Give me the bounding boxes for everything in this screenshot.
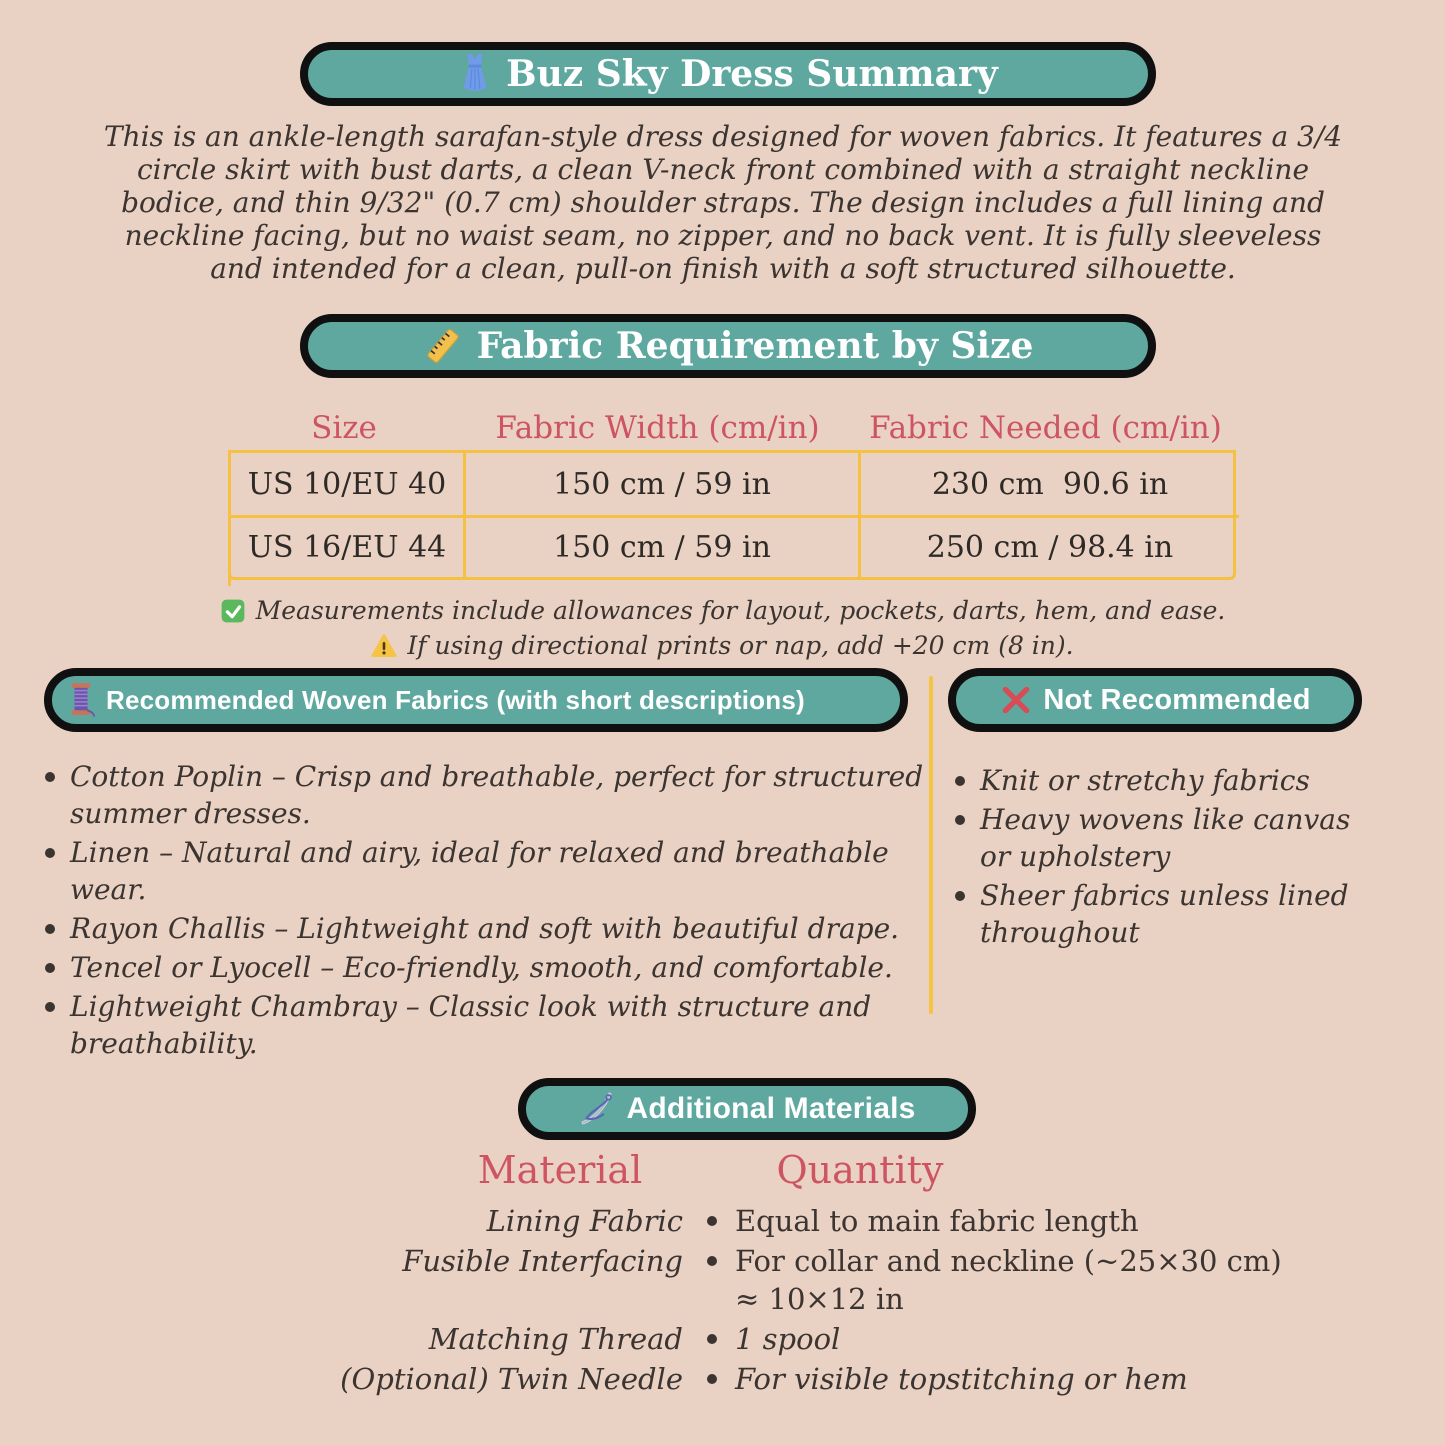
recommended-fabrics-list <box>40 758 925 1064</box>
size-table-header: Fabric Width (cm/in) <box>495 410 820 446</box>
material-column-header: Material <box>477 1148 643 1192</box>
material-name: (Optional) Twin Needle <box>340 1362 683 1396</box>
material-quantity: Equal to main fabric length <box>695 1202 1315 1240</box>
list-item: Sheer fabrics unless lined throughout <box>950 877 1365 951</box>
note-line <box>0 593 1445 628</box>
size-table-header: Size <box>311 410 377 446</box>
additional-materials-title: Additional Materials <box>626 1092 916 1125</box>
table-cell: 250 cm / 98.4 in <box>858 515 1239 577</box>
not-recommended-title: Not Recommended <box>1043 683 1311 716</box>
material-quantity: For visible topstitching or hem <box>695 1360 1315 1398</box>
list-item: Heavy wovens like canvas or upholstery <box>950 801 1365 875</box>
additional-materials-pill <box>518 1078 976 1140</box>
table-cell: US 16/EU 44 <box>231 515 463 577</box>
table-cell: 150 cm / 59 in <box>463 453 858 515</box>
note-line <box>0 628 1445 663</box>
list-item: Cotton Poplin – Crisp and breathable, perfect for structured summer dresses. <box>40 758 925 832</box>
table-cell: 150 cm / 59 in <box>463 515 858 577</box>
warning-icon <box>371 633 397 659</box>
size-table-header: Fabric Needed (cm/in) <box>869 410 1222 446</box>
quantity-column-header: Quantity <box>776 1148 944 1192</box>
material-quantity: For collar and neckline (~25×30 cm) ≈ 10×12 in <box>695 1242 1315 1318</box>
table-cell: 230 cm 90.6 in <box>858 453 1239 515</box>
summary-title: Buz Sky Dress Summary <box>506 53 998 95</box>
table-cell: US 10/EU 40 <box>247 466 447 502</box>
vertical-divider <box>929 676 933 1014</box>
size-table <box>228 450 1236 580</box>
not-recommended-list <box>950 762 1365 953</box>
list-item: Knit or stretchy fabrics <box>950 762 1365 799</box>
material-name: Matching Thread <box>428 1322 683 1356</box>
x-icon <box>999 683 1033 717</box>
size-table-header-row <box>228 410 1236 446</box>
material-quantity: 1 spool <box>695 1320 1315 1358</box>
fabric-requirement-pill <box>300 314 1156 378</box>
list-item: Lightweight Chambray – Classic look with structure and breathability. <box>40 988 925 1062</box>
recommended-fabrics-title: Recommended Woven Fabrics (with short descriptions) <box>106 684 805 715</box>
needle-icon <box>578 1090 616 1128</box>
ruler-icon <box>423 326 463 366</box>
dress-icon <box>458 53 492 95</box>
fabric-notes <box>0 593 1445 663</box>
check-icon <box>220 598 246 624</box>
not-recommended-pill <box>948 668 1362 732</box>
fabric-requirement-title: Fabric Requirement by Size <box>476 325 1034 367</box>
material-name: Lining Fabric <box>486 1204 683 1238</box>
thread-spool-icon <box>66 682 96 718</box>
list-item: Rayon Challis – Lightweight and soft with beautiful drape. <box>40 910 925 947</box>
summary-title-pill <box>300 42 1156 106</box>
recommended-fabrics-pill <box>44 668 908 732</box>
table-border-stub <box>228 574 231 586</box>
material-name: Fusible Interfacing <box>402 1244 683 1278</box>
list-item: Linen – Natural and airy, ideal for relaxed and breathable wear. <box>40 834 925 908</box>
note-text: If using directional prints or nap, add +20 cm (8 in). <box>407 631 1074 660</box>
additional-materials-table <box>290 1202 1315 1398</box>
list-item: Tencel or Lyocell – Eco-friendly, smooth, and comfortable. <box>40 949 925 986</box>
summary-paragraph: This is an ankle-length sarafan-style dress designed for woven fabrics. It features a 3/4 circle skirt with bust darts, a clean V-neck front combined with a straight neckline bodice, and thin 9/32" (0.7 cm) shoulder straps. The design includes a full lining and neckline facing, but no waist seam, no zipper, and no back vent. It is fully sleeveless and intended for a clean, pull-on finish with a soft structured silhouette. <box>103 120 1343 285</box>
note-text: Measurements include allowances for layout, pockets, darts, hem, and ease. <box>255 596 1226 625</box>
